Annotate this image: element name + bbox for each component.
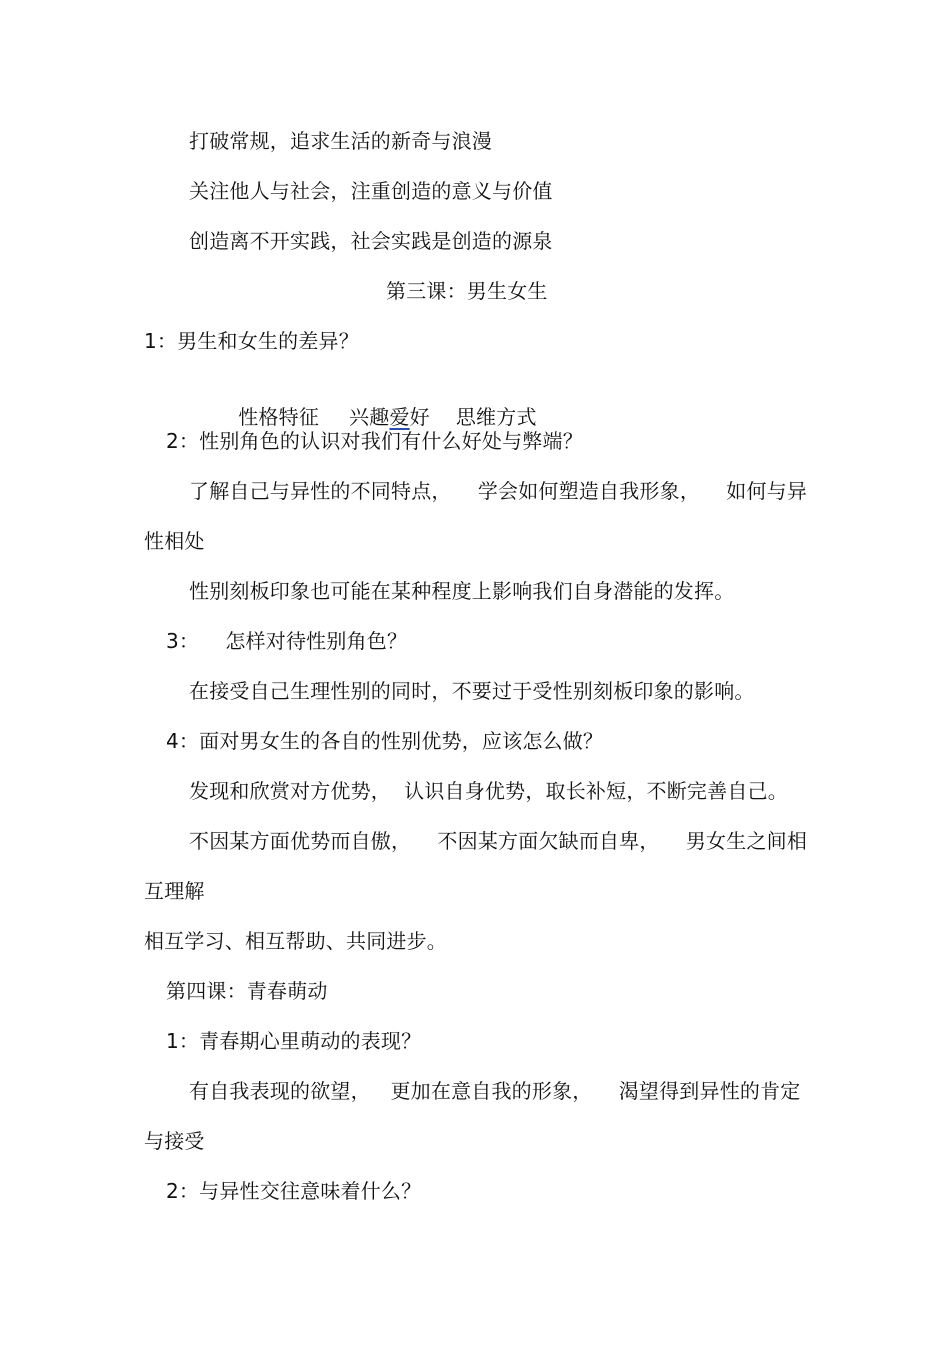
trait-personality: 性格特征 bbox=[238, 405, 320, 429]
trait-interest-1: 兴趣 bbox=[349, 405, 390, 429]
text-line-3: 创造离不开实践，社会实践是创造的源泉 bbox=[189, 229, 553, 253]
trait-thinking: 思维方式 bbox=[455, 405, 537, 429]
question-1: 1：男生和女生的差异？ bbox=[144, 329, 359, 353]
trait-interest-2: 好 bbox=[409, 405, 430, 429]
lesson-3-heading: 第三课：男生女生 bbox=[386, 279, 548, 303]
lesson-4-answer-1-line-1: 有自我表现的欲望， 更加在意自我的形象， 渴望得到异性的肯定 bbox=[189, 1079, 801, 1103]
text-line-2: 关注他人与社会，注重创造的意义与价值 bbox=[189, 179, 553, 203]
question-2: 2：性别角色的认识对我们有什么好处与弊端？ bbox=[166, 429, 583, 453]
answer-4-line-1: 发现和欣赏对方优势， 认识自身优势，取长补短，不断完善自己。 bbox=[189, 779, 788, 803]
answer-4-line-3: 互理解 bbox=[144, 879, 205, 903]
answer-4-line-2: 不因某方面优势而自傲， 不因某方面欠缺而自卑， 男女生之间相 bbox=[189, 829, 808, 853]
trait-interest-underlined: 爱 bbox=[389, 405, 410, 429]
lesson-4-question-2: 2：与异性交往意味着什么？ bbox=[166, 1179, 422, 1203]
lesson-4-question-1: 1：青春期心里萌动的表现？ bbox=[166, 1029, 422, 1053]
question-3: 3： 怎样对待性别角色？ bbox=[166, 629, 408, 653]
lesson-4-heading: 第四课：青春萌动 bbox=[166, 979, 328, 1003]
answer-3: 在接受自己生理性别的同时，不要过于受性别刻板印象的影响。 bbox=[189, 679, 755, 703]
text-line-1: 打破常规，追求生活的新奇与浪漫 bbox=[189, 129, 492, 153]
question-4: 4：面对男女生的各自的性别优势，应该怎么做？ bbox=[166, 729, 604, 753]
answer-2-line-2: 性相处 bbox=[144, 529, 205, 553]
answer-4-line-4: 相互学习、相互帮助、共同进步。 bbox=[144, 929, 447, 953]
answer-2-line-1: 了解自己与异性的不同特点， 学会如何塑造自我形象， 如何与异 bbox=[189, 479, 808, 503]
answer-2-line-3: 性别刻板印象也可能在某种程度上影响我们自身潜能的发挥。 bbox=[189, 579, 735, 603]
lesson-4-answer-1-line-2: 与接受 bbox=[144, 1129, 205, 1153]
